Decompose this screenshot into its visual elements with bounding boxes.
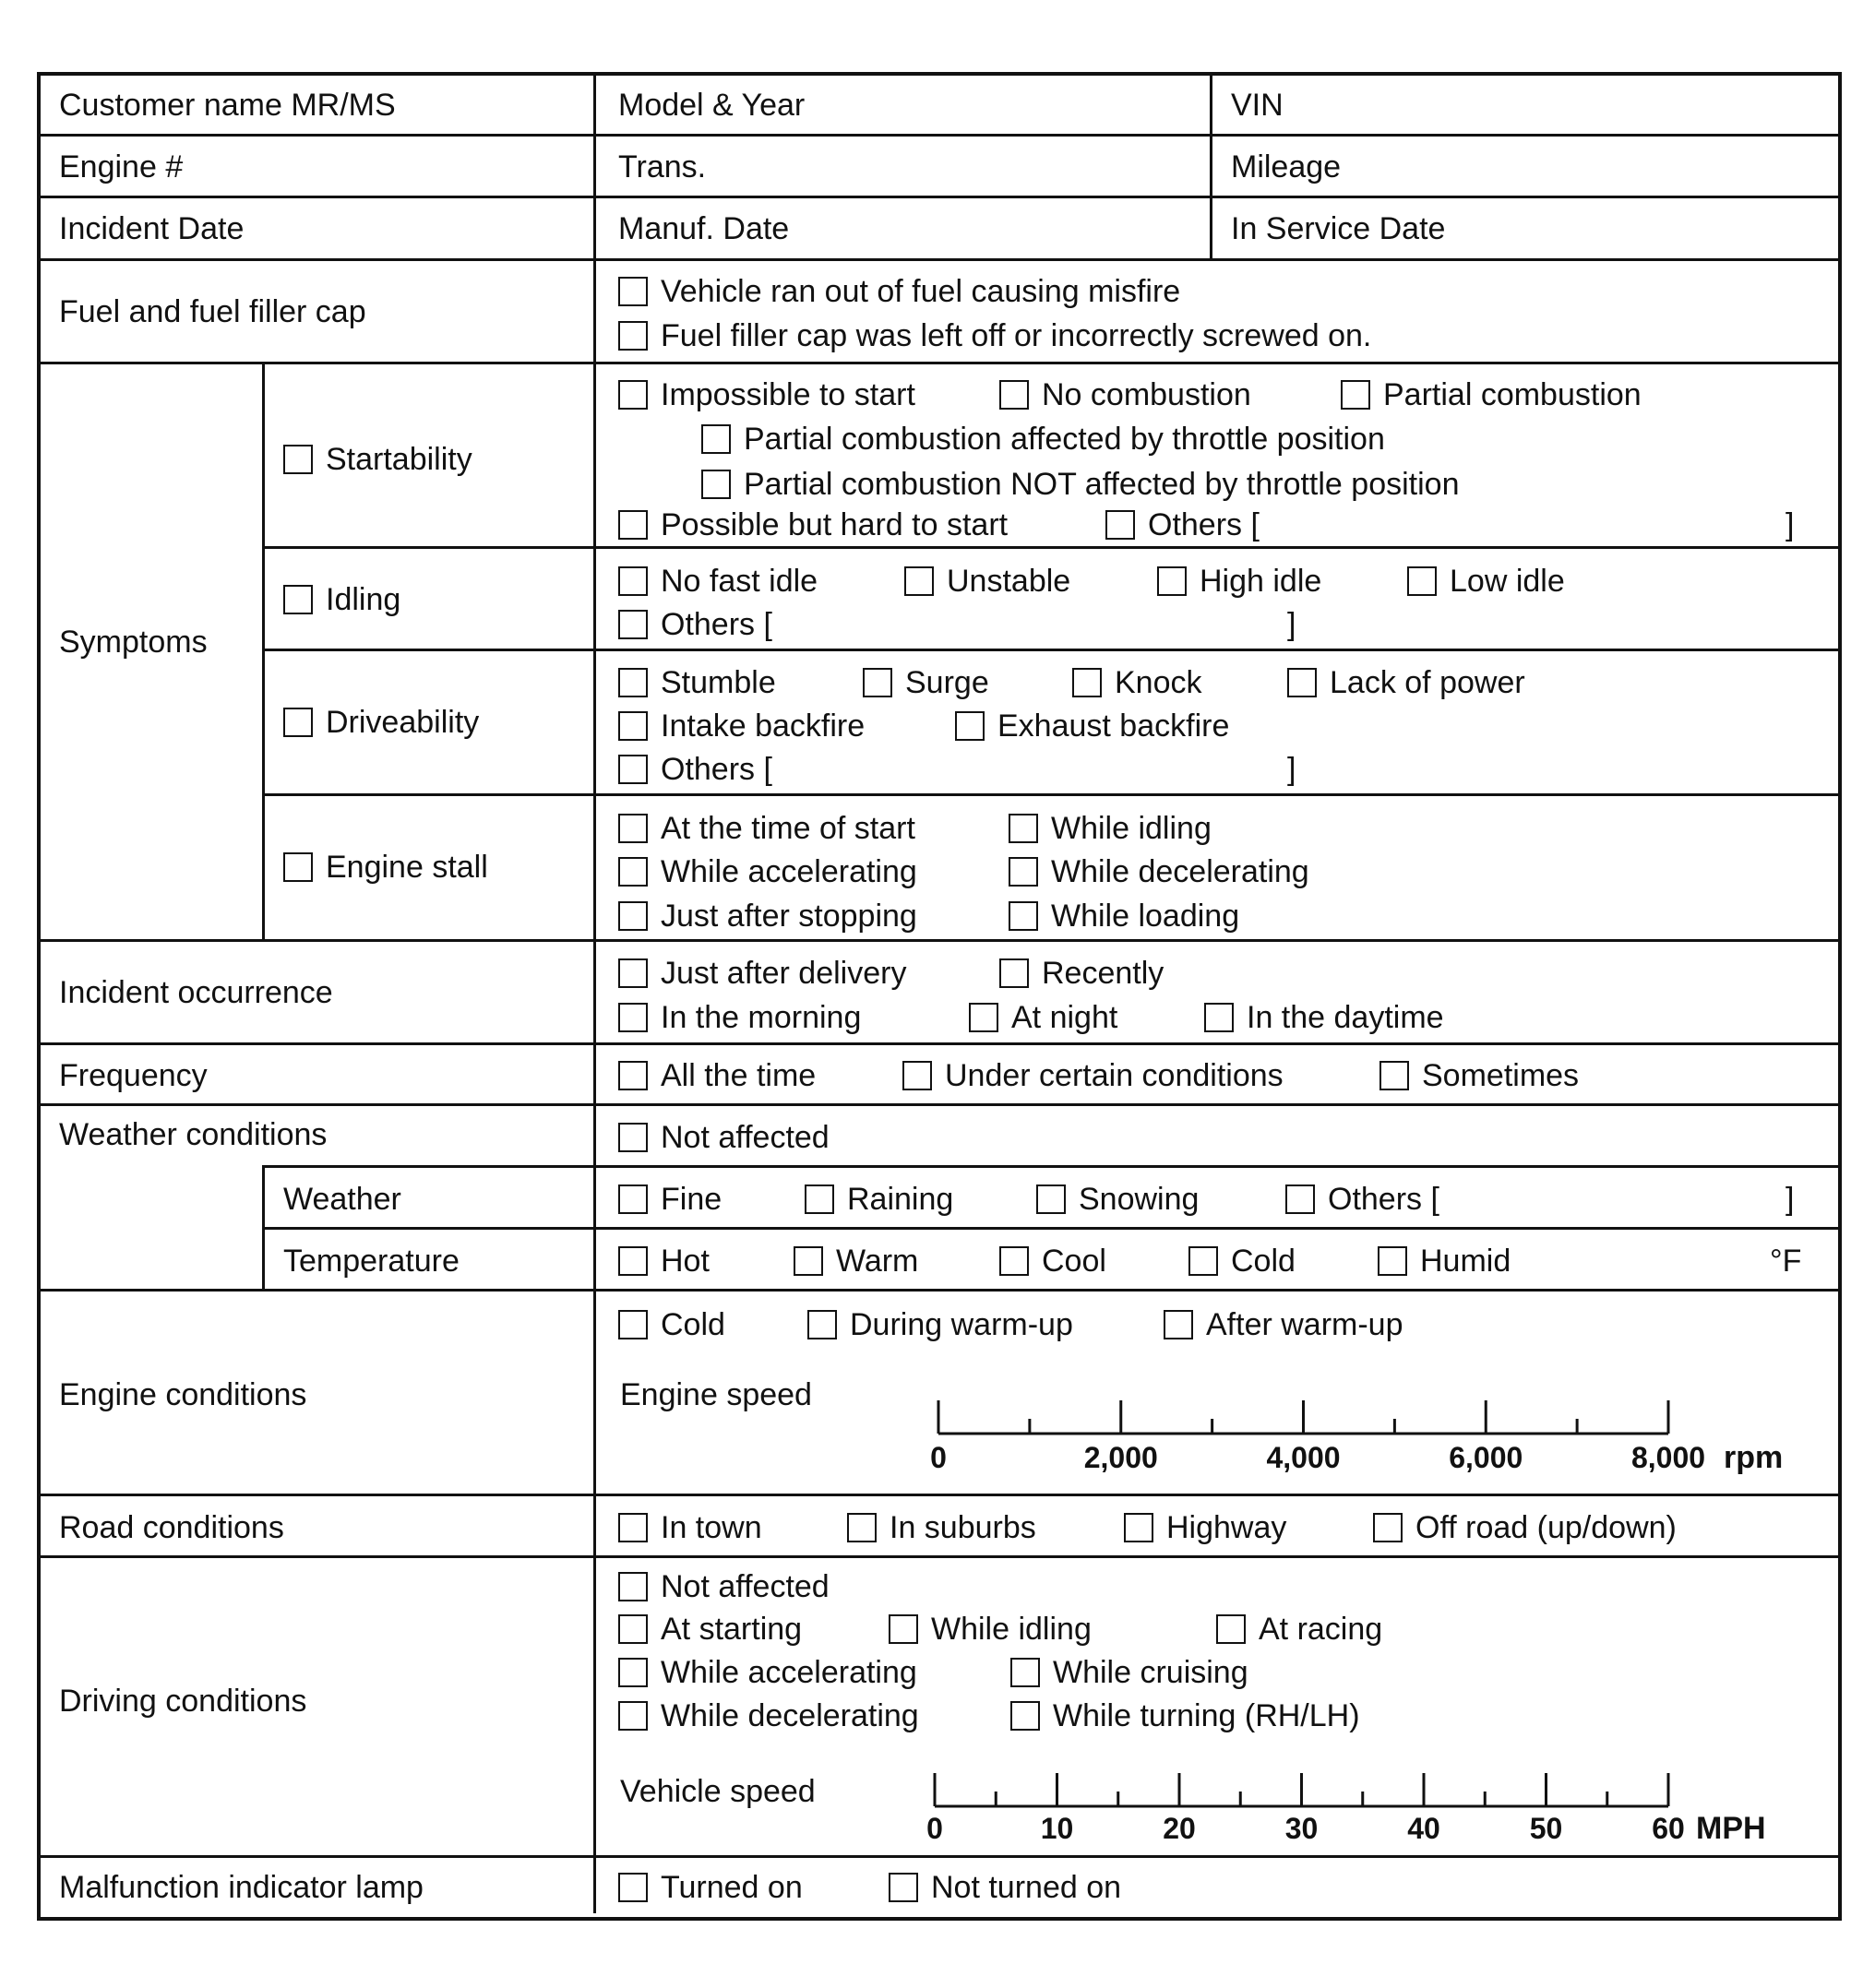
engine-cond-after-warm-up[interactable]: After warm-up [1164, 1306, 1403, 1343]
scale-tick-label: 30 [1284, 1812, 1319, 1845]
start-partial-throttle[interactable]: Partial combustion affected by throttle position [701, 421, 1385, 458]
idle-high[interactable]: High idle [1157, 563, 1321, 600]
stall-while-loading[interactable]: While loading [1009, 898, 1239, 934]
temperature-cold[interactable]: Cold [1188, 1243, 1296, 1280]
frequency-all-the-time[interactable]: All the time [618, 1057, 816, 1094]
occurrence-recently[interactable]: Recently [999, 955, 1164, 992]
frequency-certain-conditions[interactable]: Under certain conditions [902, 1057, 1284, 1094]
idle-low[interactable]: Low idle [1407, 563, 1565, 600]
driving-at-racing[interactable]: At racing [1216, 1611, 1382, 1648]
drive-surge[interactable]: Surge [863, 664, 989, 701]
scale-tick-label: 10 [1040, 1812, 1074, 1845]
drive-intake-backfire[interactable]: Intake backfire [618, 708, 865, 744]
scale-tick-label: 20 [1163, 1812, 1196, 1845]
mileage-label: Mileage [1231, 149, 1342, 185]
road-highway[interactable]: Highway [1124, 1509, 1286, 1546]
engine-number-label: Engine # [59, 149, 184, 185]
stall-after-stopping[interactable]: Just after stopping [618, 898, 917, 934]
temperature-label: Temperature [283, 1244, 460, 1279]
idle-others-close-bracket: ] [1287, 607, 1296, 642]
temperature-hot[interactable]: Hot [618, 1243, 710, 1280]
frequency-sometimes[interactable]: Sometimes [1379, 1057, 1579, 1094]
start-others[interactable]: Others [ [1105, 506, 1260, 543]
temperature-unit: °F [1770, 1244, 1802, 1279]
engine-conditions-label: Engine conditions [59, 1377, 307, 1412]
occurrence-daytime[interactable]: In the daytime [1204, 999, 1444, 1036]
stall-while-decelerating[interactable]: While decelerating [1009, 853, 1309, 890]
road-off-road[interactable]: Off road (up/down) [1373, 1509, 1677, 1546]
start-others-close-bracket: ] [1785, 507, 1795, 542]
frequency-label: Frequency [59, 1058, 208, 1093]
scale-tick-label: 0 [926, 1812, 943, 1845]
transmission-label: Trans. [618, 149, 707, 185]
checkbox[interactable] [889, 1873, 918, 1902]
road-in-town[interactable]: In town [618, 1509, 762, 1546]
weather-snowing[interactable]: Snowing [1036, 1181, 1199, 1218]
scale-tick-label: 2,000 [1083, 1441, 1158, 1474]
fuel-option-ran-out[interactable]: Vehicle ran out of fuel causing misfire [618, 273, 1180, 310]
stall-while-idling[interactable]: While idling [1009, 810, 1212, 847]
weather-not-affected[interactable]: Not affected [618, 1119, 830, 1156]
start-no-combustion[interactable]: No combustion [999, 376, 1251, 413]
scale-tick-label: 4,000 [1266, 1441, 1341, 1474]
in-service-date-label: In Service Date [1231, 211, 1446, 246]
stall-while-accelerating[interactable]: While accelerating [618, 853, 917, 890]
drive-others-close-bracket: ] [1287, 752, 1296, 787]
startability-checkbox[interactable]: Startability [283, 441, 472, 478]
temperature-humid[interactable]: Humid [1378, 1243, 1511, 1280]
driving-while-turning[interactable]: While turning (RH/LH) [1010, 1697, 1360, 1734]
vehicle-speed-unit: MPH [1696, 1811, 1766, 1846]
weather-conditions-label: Weather conditions [59, 1117, 328, 1152]
occurrence-night[interactable]: At night [969, 999, 1117, 1036]
driving-conditions-label: Driving conditions [59, 1684, 307, 1719]
start-hard-to-start[interactable]: Possible but hard to start [618, 506, 1008, 543]
checkbox[interactable] [618, 1873, 648, 1902]
vin-label: VIN [1231, 88, 1284, 123]
driveability-checkbox[interactable]: Driveability [283, 704, 479, 741]
start-impossible[interactable]: Impossible to start [618, 376, 915, 413]
drive-knock[interactable]: Knock [1072, 664, 1202, 701]
engine-cond-warm-up[interactable]: During warm-up [807, 1306, 1073, 1343]
temperature-warm[interactable]: Warm [794, 1243, 918, 1280]
engine-speed-label: Engine speed [620, 1377, 812, 1412]
mil-label: Malfunction indicator lamp [59, 1870, 424, 1905]
weather-fine[interactable]: Fine [618, 1181, 722, 1218]
start-partial-combustion[interactable]: Partial combustion [1341, 376, 1642, 413]
weather-label: Weather [283, 1182, 401, 1217]
engine-stall-checkbox[interactable]: Engine stall [283, 849, 488, 886]
idle-no-fast[interactable]: No fast idle [618, 563, 818, 600]
fuel-label: Fuel and fuel filler cap [59, 294, 366, 329]
idling-checkbox[interactable]: Idling [283, 581, 400, 618]
scale-tick-label: 0 [930, 1441, 947, 1474]
driving-while-decelerating[interactable]: While decelerating [618, 1697, 919, 1734]
occurrence-after-delivery[interactable]: Just after delivery [618, 955, 906, 992]
customer-name-label: Customer name MR/MS [59, 88, 396, 123]
drive-lack-of-power[interactable]: Lack of power [1287, 664, 1525, 701]
model-year-label: Model & Year [618, 88, 806, 123]
weather-raining[interactable]: Raining [805, 1181, 953, 1218]
fuel-option-cap-off[interactable]: Fuel filler cap was left off or incorrectly screwed on. [618, 317, 1371, 354]
symptoms-label: Symptoms [59, 625, 208, 660]
driving-while-idling[interactable]: While idling [889, 1611, 1092, 1648]
start-partial-not-throttle[interactable]: Partial combustion NOT affected by throttle position [701, 466, 1459, 503]
incident-occurrence-label: Incident occurrence [59, 975, 333, 1010]
driving-while-cruising[interactable]: While cruising [1010, 1654, 1248, 1691]
occurrence-morning[interactable]: In the morning [618, 999, 861, 1036]
idle-unstable[interactable]: Unstable [904, 563, 1070, 600]
road-in-suburbs[interactable]: In suburbs [847, 1509, 1036, 1546]
vehicle-speed-label: Vehicle speed [620, 1774, 816, 1809]
mil-not-turned-on[interactable]: Not turned on [889, 1869, 1121, 1906]
temperature-cool[interactable]: Cool [999, 1243, 1106, 1280]
idle-others[interactable]: Others [ [618, 606, 772, 643]
engine-speed-unit: rpm [1724, 1440, 1784, 1475]
driving-at-starting[interactable]: At starting [618, 1611, 802, 1648]
incident-date-label: Incident Date [59, 211, 245, 246]
scale-tick-label: 8,000 [1630, 1441, 1706, 1474]
drive-others[interactable]: Others [ [618, 751, 772, 788]
driving-while-accelerating[interactable]: While accelerating [618, 1654, 917, 1691]
mil-turned-on[interactable]: Turned on [618, 1869, 803, 1906]
weather-others-close-bracket: ] [1785, 1182, 1795, 1217]
scale-tick-label: 60 [1652, 1812, 1685, 1845]
stall-at-start[interactable]: At the time of start [618, 810, 915, 847]
scale-tick-label: 50 [1529, 1812, 1563, 1845]
drive-exhaust-backfire[interactable]: Exhaust backfire [955, 708, 1229, 744]
weather-others[interactable]: Others [ [1285, 1181, 1439, 1218]
engine-cond-cold[interactable]: Cold [618, 1306, 725, 1343]
manuf-date-label: Manuf. Date [618, 211, 790, 246]
road-conditions-label: Road conditions [59, 1510, 284, 1545]
scale-tick-label: 40 [1407, 1812, 1440, 1845]
drive-stumble[interactable]: Stumble [618, 664, 776, 701]
driving-not-affected[interactable]: Not affected [618, 1568, 830, 1605]
scale-tick-label: 6,000 [1449, 1441, 1523, 1474]
